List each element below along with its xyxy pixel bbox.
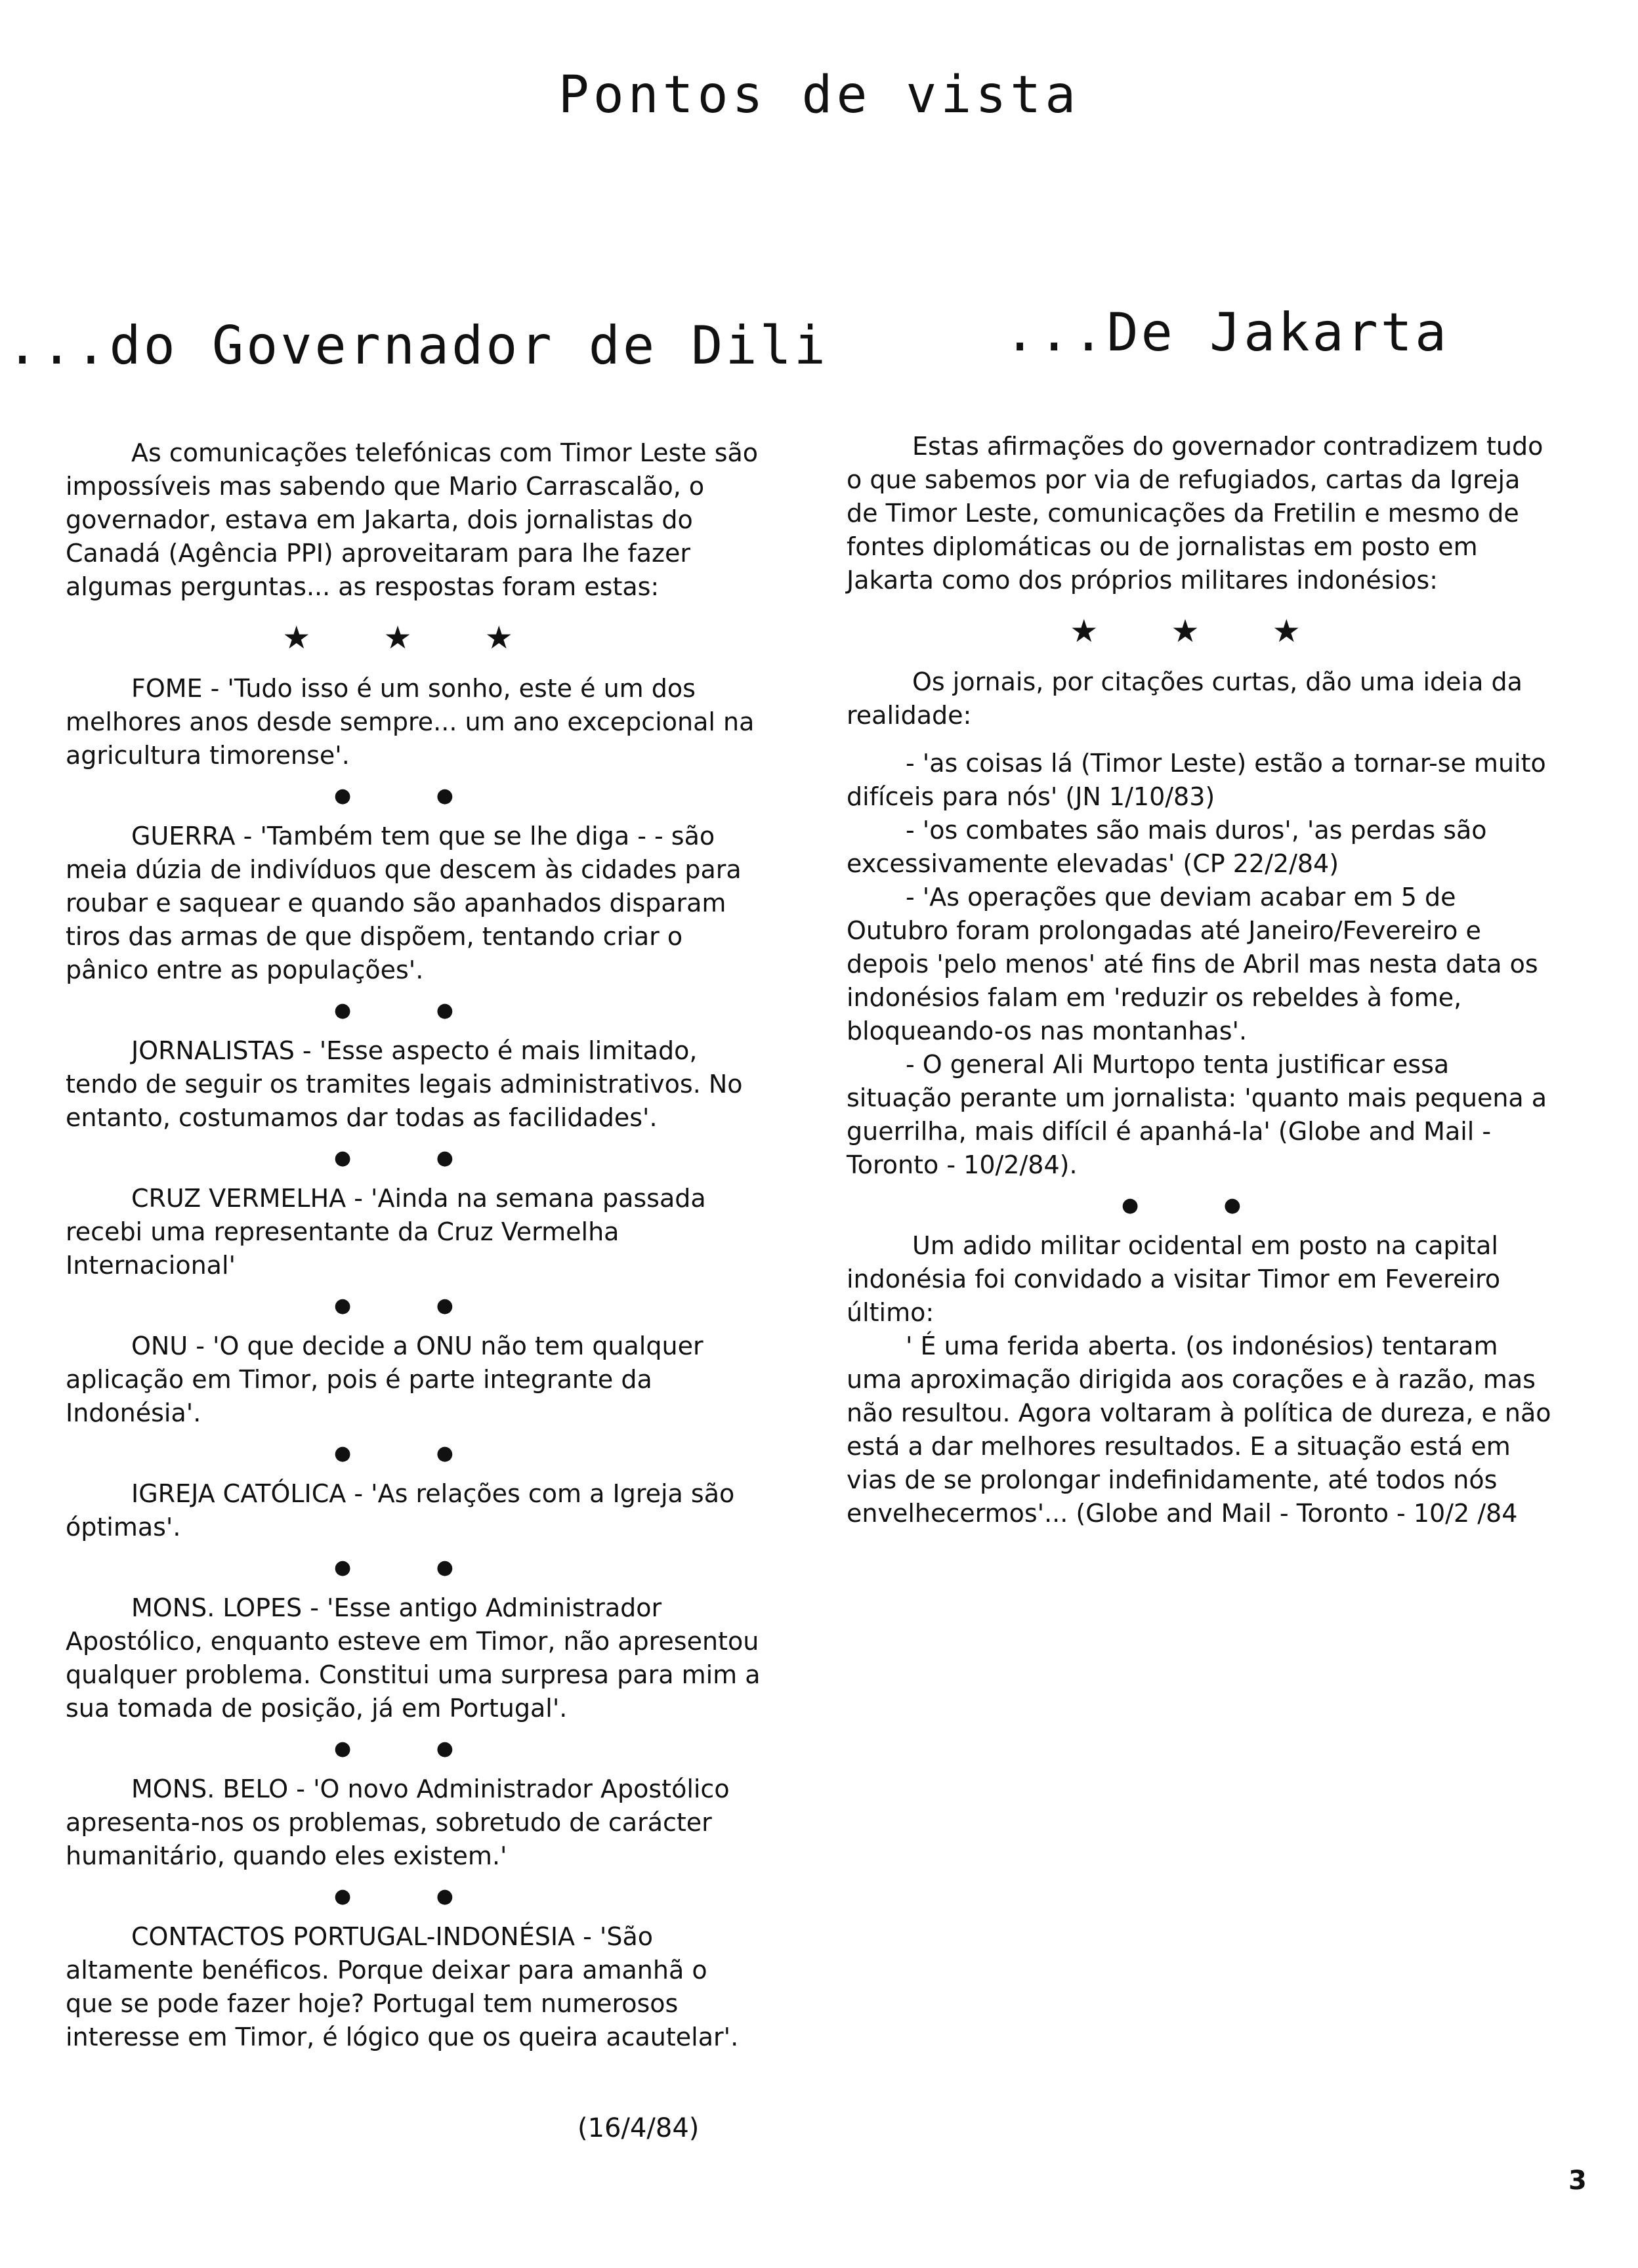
dot-separator: ● ● (334, 1737, 493, 1760)
attache-intro: Um adido militar ocidental em posto na capital indonésia foi convidado a visitar Timor em Fevereiro último: (847, 1231, 1501, 1327)
press-intro: Os jornais, por citações curtas, dão uma ideia da realidade: (847, 667, 1522, 730)
left-intro: As comunicações telefónicas com Timor Leste são impossíveis mas sabendo que Mario Carrascalão, o governador, estava em Jakarta, dois jornalistas do Canadá (Agência PPI) aproveitaram para lhe fazer algumas perguntas... as respostas foram estas: (66, 438, 759, 601)
page-number: 3 (1568, 2166, 1587, 2196)
left-date: (16/4/84) (578, 2113, 700, 2143)
statement-contactos: CONTACTOS PORTUGAL-INDONÉSIA - 'São altamente benéficos. Porque deixar para amanhã o que se pode fazer hoje? Portugal tem numerosos interesse em Timor, é lógico que os queira acautelar'. (66, 1922, 739, 2051)
statement-fome: FOME - 'Tudo isso é um sonho, este é um dos melhores anos desde sempre... um ano excepcional na agricultura timorense'. (66, 674, 755, 770)
dot-separator: ● ● (334, 1442, 493, 1465)
press-quote: - 'as coisas lá (Timor Leste) estão a tornar-se muito difíceis para nós' (JN 1/10/83) (847, 749, 1546, 811)
left-column-heading: ...do Governador de Dili (7, 315, 828, 376)
dot-separator: ● ● (1122, 1194, 1280, 1217)
statement-mons-belo: MONS. BELO - 'O novo Administrador Apostólico apresenta-nos os problemas, sobretudo de carácter humanitário, quando eles existem.' (66, 1774, 730, 1870)
press-quote: - O general Ali Murtopo tenta justificar essa situação perante um jornalista: 'quanto mais pequena a guerrilha, mais difícil é apanhá-la' (Globe and Mail - Toronto - 10/2/84). (847, 1050, 1547, 1179)
statement-igreja: IGREJA CATÓLICA - 'As relações com a Igreja são óptimas'. (66, 1479, 735, 1542)
star-separator: ★ ★ ★ (282, 620, 545, 656)
dot-separator: ● ● (334, 999, 493, 1022)
attache-quote: ' É uma ferida aberta. (os indonésios) tentaram uma aproximação dirigida aos corações e à razão, mas não resultou. Agora voltaram à política de dureza, e não está a dar melhores resultados. E a situação está em vias de se prolongar indefinidamente, até todos nós envelhecermos'... (Globe and Mail - Toronto - 10/2 /84 (847, 1332, 1551, 1528)
page-title: Pontos de vista (558, 66, 1080, 125)
statement-guerra: GUERRA - 'Também tem que se lhe diga - - são meia dúzia de indivíduos que descem às cidades para roubar e saquear e quando são apanhados disparam tiros das armas de que dispõem, tentando criar o pânico entre as populações'. (66, 822, 742, 984)
dot-separator: ● ● (334, 1556, 493, 1579)
statement-jornalistas: JORNALISTAS - 'Esse aspecto é mais limitado, tendo de seguir os tramites legais administrativos. No entanto, costumamos dar todas as facilidades'. (66, 1036, 743, 1132)
star-separator: ★ ★ ★ (1070, 613, 1332, 650)
statement-onu: ONU - 'O que decide a ONU não tem qualquer aplicação em Timor, pois é parte integrante da Indonésia'. (66, 1332, 704, 1427)
left-column (66, 436, 761, 2054)
dot-separator: ● ● (334, 1885, 493, 1908)
press-quote: - 'As operações que deviam acabar em 5 de Outubro foram prolongadas até Janeiro/Fevereiro e depois 'pelo menos' até fins de Abril mas nesta data os indonésios falam em 'reduzir os rebeldes à fome, bloqueando-os nas montanhas'. (847, 883, 1538, 1045)
right-intro: Estas afirmações do governador contradizem tudo o que sabemos por via de refugiados, cartas da Igreja de Timor Leste, comunicações da Fretilin e mesmo de fontes diplomáticas ou de jornalistas em posto em Jakarta como dos próprios militares indonésios: (847, 432, 1544, 595)
dot-separator: ● ● (334, 1146, 493, 1169)
dot-separator: ● ● (334, 1294, 493, 1317)
statement-mons-lopes: MONS. LOPES - 'Esse antigo Administrador Apostólico, enquanto esteve em Timor, não apresentou qualquer problema. Constitui uma surpresa para mim a sua tomada de posição, já em Portugal'. (66, 1593, 761, 1723)
statement-cruz-vermelha: CRUZ VERMELHA - 'Ainda na semana passada recebi uma representante da Cruz Vermelha Internacional' (66, 1184, 706, 1280)
right-column (847, 430, 1555, 1530)
dot-separator: ● ● (334, 784, 493, 807)
press-quote: - 'os combates são mais duros', 'as perdas são excessivamente elevadas' (CP 22/2/84) (847, 816, 1487, 878)
right-column-heading: ...De Jakarta (1004, 302, 1450, 363)
